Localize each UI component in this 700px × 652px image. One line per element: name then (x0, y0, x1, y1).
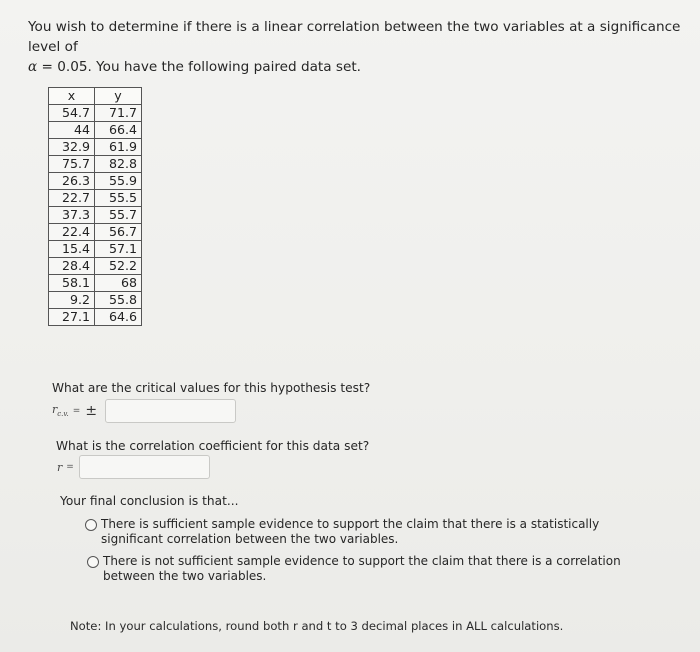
cell-y: 52.2 (95, 258, 142, 275)
conclusion-option-significant[interactable] (85, 517, 645, 547)
radio-button-option-2[interactable] (87, 556, 99, 568)
table-row (49, 122, 142, 139)
alpha-symbol: α (28, 59, 38, 75)
conclusion-prompt: Your final conclusion is that... (60, 494, 239, 508)
intro-line-2 (28, 57, 688, 77)
rcv-label-subscript: c.v. (57, 410, 69, 419)
table-row (49, 258, 142, 275)
cell-x: 37.3 (49, 207, 95, 224)
cell-x: 75.7 (49, 156, 95, 173)
table-row (49, 190, 142, 207)
question-intro (28, 17, 688, 77)
cell-y: 82.8 (95, 156, 142, 173)
table-row (49, 241, 142, 258)
cell-y: 57.1 (95, 241, 142, 258)
cell-y: 55.9 (95, 173, 142, 190)
cell-y: 55.8 (95, 292, 142, 309)
cell-y: 61.9 (95, 139, 142, 156)
critical-values-question: What are the critical values for this hypothesis test? (52, 381, 371, 395)
table-row (49, 139, 142, 156)
cell-x: 28.4 (49, 258, 95, 275)
option-1-text: There is sufficient sample evidence to support the claim that there is a statistically significant correlation between the two variables. (101, 517, 600, 546)
cell-x: 58.1 (49, 275, 95, 292)
cell-y: 66.4 (95, 122, 142, 139)
table-row (49, 292, 142, 309)
plus-minus-symbol: ± (85, 403, 98, 419)
table-row (49, 105, 142, 122)
option-2-text: There is not sufficient sample evidence to support the claim that there is a correlation between the two variables. (103, 554, 621, 583)
cell-x: 22.4 (49, 224, 95, 241)
cell-y: 56.7 (95, 224, 142, 241)
rounding-note: Note: In your calculations, round both r and t to 3 decimal places in ALL calculations. (70, 619, 564, 633)
critical-value-answer-row (52, 398, 236, 424)
conclusion-option-not-sufficient[interactable] (87, 554, 667, 584)
cell-x: 15.4 (49, 241, 95, 258)
table-row (49, 224, 142, 241)
radio-button-option-1[interactable] (85, 519, 97, 531)
r-label: r (57, 460, 63, 474)
table-row (49, 156, 142, 173)
correlation-coefficient-question: What is the correlation coefficient for this data set? (56, 439, 370, 453)
paired-data-table (48, 87, 142, 326)
cell-y: 55.7 (95, 207, 142, 224)
correlation-answer-row (57, 454, 210, 480)
cell-x: 9.2 (49, 292, 95, 309)
table-body (49, 105, 142, 326)
rcv-label (52, 403, 69, 418)
critical-value-input[interactable] (105, 399, 236, 423)
column-header-x: x (49, 88, 95, 105)
table-row (49, 207, 142, 224)
cell-x: 26.3 (49, 173, 95, 190)
cell-x: 27.1 (49, 309, 95, 326)
cell-x: 44 (49, 122, 95, 139)
cell-y: 71.7 (95, 105, 142, 122)
cell-x: 22.7 (49, 190, 95, 207)
table-row (49, 275, 142, 292)
cell-x: 54.7 (49, 105, 95, 122)
equals-sign: = (66, 462, 74, 472)
intro-line-1: You wish to determine if there is a linear correlation between the two variables at a significance level of (28, 19, 681, 55)
cell-x: 32.9 (49, 139, 95, 156)
rcv-label-main: r (52, 403, 58, 417)
column-header-y: y (95, 88, 142, 105)
table-header-row (49, 88, 142, 105)
cell-y: 64.6 (95, 309, 142, 326)
table-row (49, 309, 142, 326)
alpha-value-text: = 0.05. You have the following paired data set. (37, 59, 361, 75)
cell-y: 55.5 (95, 190, 142, 207)
equals-sign: = (72, 406, 81, 416)
table-row (49, 173, 142, 190)
cell-y: 68 (95, 275, 142, 292)
correlation-coefficient-input[interactable] (79, 455, 210, 479)
